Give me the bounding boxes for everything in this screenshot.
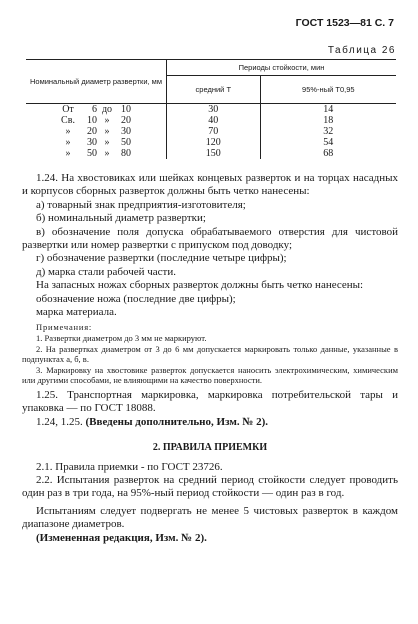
para-2-1: 2.1. Правила приемки - по ГОСТ 23726. (36, 460, 223, 473)
item-b: б) номинальный диаметр развертки; (36, 212, 206, 225)
item-v: в) обозначение поля допуска обрабатываемого отверстия для чистовой развертки или номер развертки с припуском под доводку; (22, 225, 398, 252)
spare-item-1: обозначение ножа (последние две цифры); (36, 292, 236, 305)
para-1-25: 1.25. Транспортная маркировка, маркировка потребительской тары и упаковка — по ГОСТ 18088. (22, 389, 398, 415)
mean-cell: 30 (167, 104, 261, 116)
p95-cell: 32 (260, 126, 396, 137)
range-b: 50 (121, 137, 131, 148)
range-p: » (65, 148, 71, 159)
p95-cell: 68 (260, 148, 396, 159)
range-p: Св. (61, 115, 75, 126)
table-row (26, 148, 396, 159)
range-b: 30 (121, 126, 131, 137)
col-mean-header: средний T (167, 76, 261, 104)
notes-title: Примечания: (36, 322, 93, 333)
mean-cell: 70 (167, 126, 261, 137)
amendment-items: 1.24, 1.25. (36, 415, 83, 428)
range-a: 30 (87, 137, 97, 148)
para-test-count: Испытаниям следует подвергать не менее 5 чистовых разверток в каждом диапазоне диаметров. (22, 504, 398, 531)
note-2: 2. На развертках диаметром от 3 до 6 мм допускается маркировать только данные, указанные в подпунктах а, б, в. (22, 343, 398, 365)
table-row (26, 126, 396, 137)
range-s: » (104, 126, 110, 137)
item-g: г) обозначение развертки (последние четыре цифры); (36, 252, 287, 265)
range-p: От (62, 104, 74, 115)
range-p: » (65, 126, 71, 137)
notes (22, 322, 398, 386)
range-cell (26, 137, 167, 148)
table-label: Таблица 26 (327, 45, 396, 56)
mean-cell: 40 (167, 115, 261, 126)
p95-cell: 18 (260, 115, 396, 126)
note-1: 1. Развертки диаметром до 3 мм не маркируют. (36, 333, 207, 344)
p95-cell: 14 (260, 104, 396, 116)
item-d: д) марка стали рабочей части. (36, 265, 177, 278)
mean-cell: 150 (167, 148, 261, 159)
range-a: 20 (87, 126, 97, 137)
stability-table (26, 59, 396, 159)
range-b: 20 (121, 115, 131, 126)
p95-cell: 54 (260, 137, 396, 148)
spare-knives: На запасных ножах сборных разверток должны быть четко нанесены: (36, 279, 364, 292)
document-id: ГОСТ 1523—81 С. 7 (295, 17, 394, 29)
para-1-24: 1.24. На хвостовиках или шейках концевых разверток и на торцах насадных и корпусов сборных разверток должны быть четко нанесены: (22, 172, 398, 198)
range-cell (26, 115, 167, 126)
section-2-title: 2. ПРАВИЛА ПРИЕМКИ (152, 442, 268, 454)
para-2-2: 2.2. Испытания разверток на средний период стойкости следует проводить один раз в три года, на 95%-ный период стойкости — один раз в год. (22, 474, 398, 500)
range-b: 80 (121, 148, 131, 159)
mean-cell: 120 (167, 137, 261, 148)
col-diameter-header: Номинальный диаметр развертки, мм (29, 77, 162, 86)
range-s: » (104, 137, 110, 148)
range-p: » (65, 137, 71, 148)
range-a: 6 (92, 104, 97, 115)
range-a: 10 (87, 115, 97, 126)
range-s: » (104, 148, 110, 159)
item-a: а) товарный знак предприятия-изготовителя; (36, 198, 246, 211)
spare-item-2: марка материала. (36, 306, 117, 319)
range-cell (26, 148, 167, 159)
range-a: 50 (87, 148, 97, 159)
table-row (26, 104, 396, 116)
range-s: до (101, 104, 113, 115)
range-cell (26, 126, 167, 137)
amendment-note (22, 416, 398, 429)
table-row (26, 115, 396, 126)
col-95-header: 95%-ный T0,95 (260, 76, 396, 104)
amendment-text: (Введены дополнительно, Изм. № 2). (85, 415, 269, 428)
revision-note: (Измененная редакция, Изм. № 2). (36, 531, 207, 544)
table-row (26, 137, 396, 148)
range-s: » (104, 115, 110, 126)
marking-section (22, 172, 398, 545)
range-cell (26, 104, 167, 116)
range-b: 10 (121, 104, 131, 115)
note-3: 3. Маркировку на хвостовике разверток допускается наносить электрохимическим, химическим или другими способами, не влияющими на качество поверхности. (22, 364, 398, 386)
col-periods-header: Периоды стойкости, мин (167, 60, 397, 76)
